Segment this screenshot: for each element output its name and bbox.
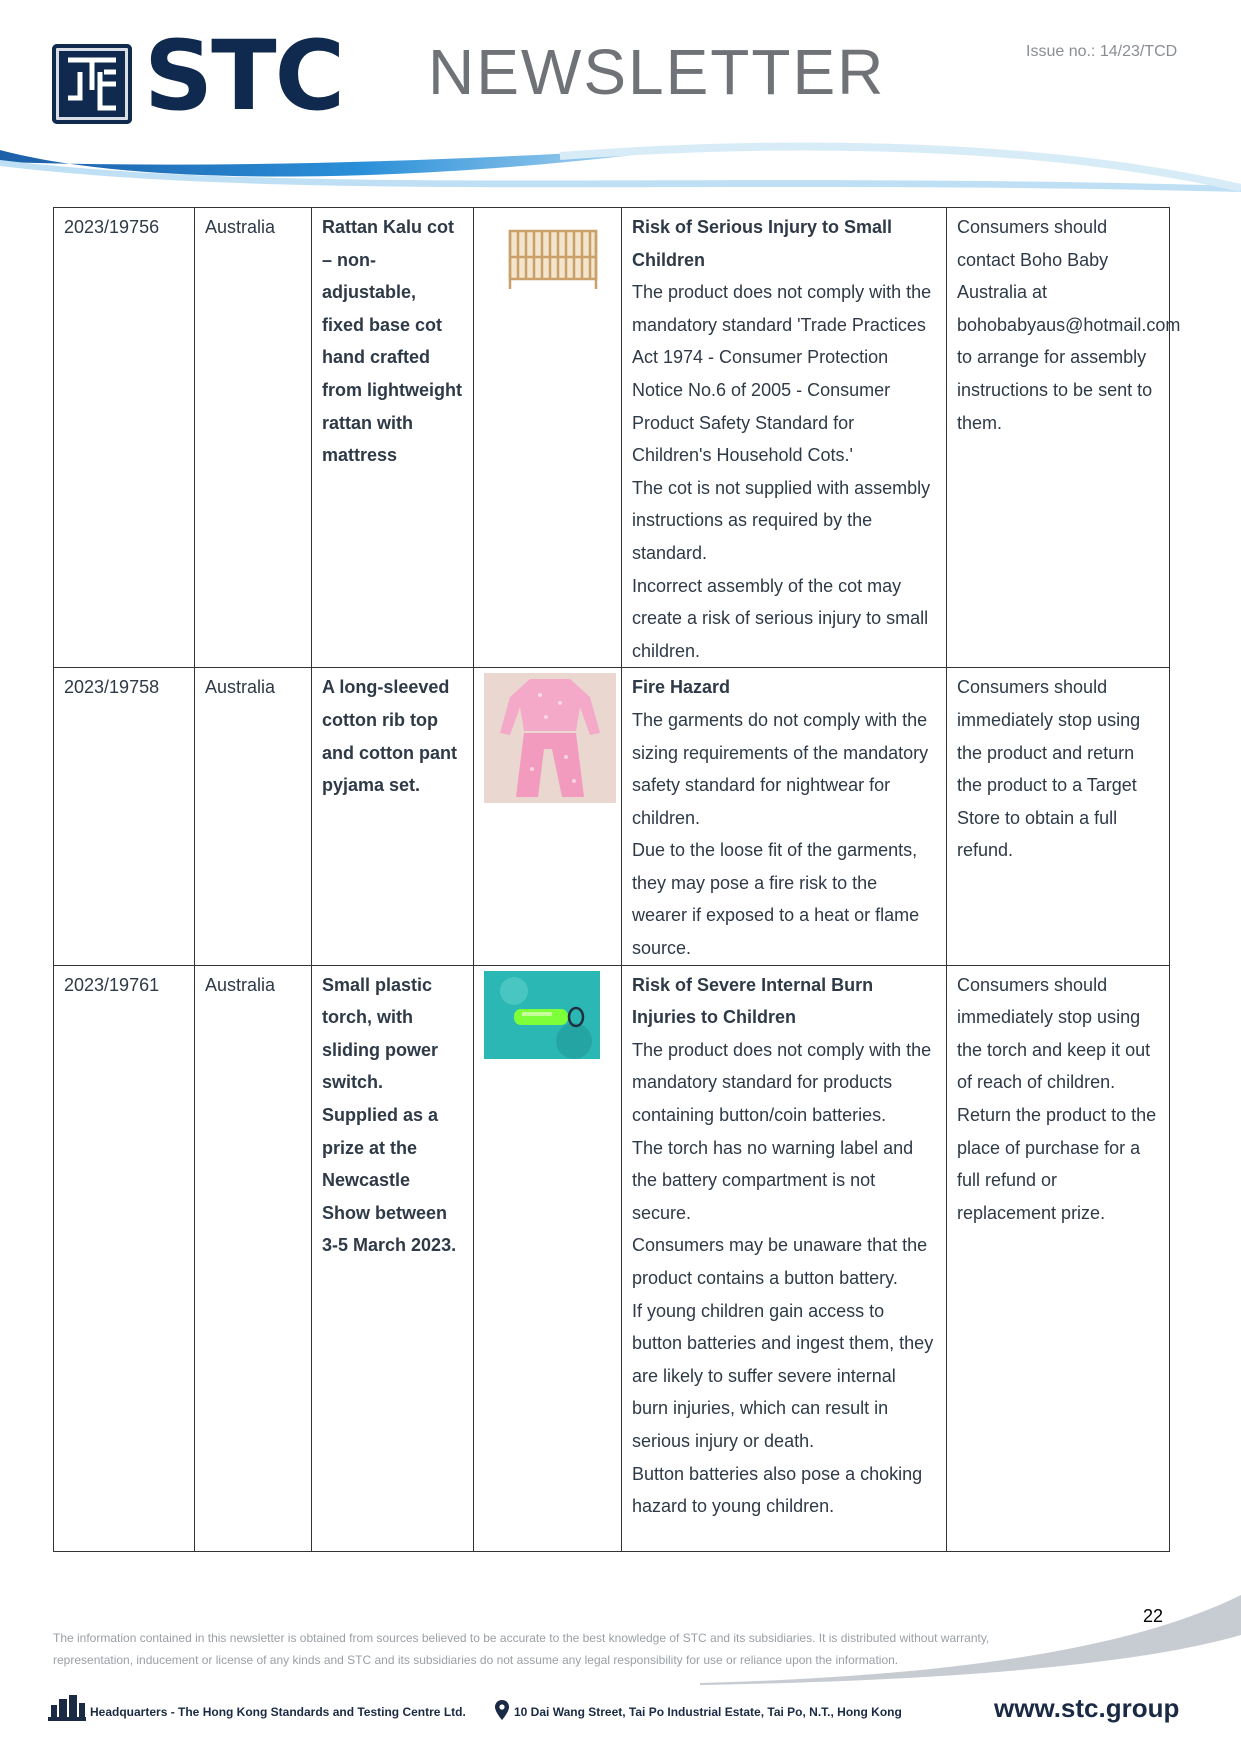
product-description: Small plastic torch, with sliding power switch. Supplied as a prize at the Newcastle Show between 3-5 March 2023. — [312, 965, 474, 1551]
hazard-cell — [622, 965, 947, 1551]
hazard-paragraph: The cot is not supplied with assembly instructions as required by the standard. — [632, 477, 931, 563]
headquarters-label: Headquarters - The Hong Kong Standards and Testing Centre Ltd. — [90, 1705, 466, 1719]
recommended-action: Consumers should contact Boho Baby Australia at bohobabyaus@hotmail.com to arrange for assembly instructions to be sent to them. — [947, 208, 1170, 668]
hazard-paragraph: Due to the loose fit of the garments, they may pose a fire risk to the wearer if exposed to a heat or flame source. — [632, 840, 920, 959]
hazard-title: Risk of Serious Injury to Small Children — [632, 217, 893, 270]
country: Australia — [195, 668, 312, 965]
recall-table — [53, 207, 1181, 1552]
product-image-cell — [474, 965, 622, 1551]
issue-number: Issue no.: 14/23/TCD — [1026, 43, 1178, 60]
hazard-paragraph: Button batteries also pose a choking hazard to young children. — [632, 1463, 923, 1517]
table-row — [54, 668, 1170, 965]
green-torch-image — [484, 971, 600, 1059]
building-icon — [48, 1695, 86, 1721]
country: Australia — [195, 208, 312, 668]
reference-number: 2023/19756 — [54, 208, 195, 668]
product-image-cell — [474, 208, 622, 668]
table-row — [54, 965, 1170, 1551]
website-link[interactable]: www.stc.group — [994, 1693, 1180, 1723]
hazard-cell — [622, 668, 947, 965]
hazard-title: Fire Hazard — [632, 677, 731, 698]
location-pin-icon — [495, 1700, 509, 1720]
product-description: A long-sleeved cotton rib top and cotton pant pyjama set. — [312, 668, 474, 965]
hazard-paragraph: If young children gain access to button batteries and ingest them, they are likely to suffer severe internal burn injuries, which can result in serious injury or death. — [632, 1300, 934, 1451]
product-image-cell — [474, 668, 622, 965]
reference-number: 2023/19761 — [54, 965, 195, 1551]
hazard-paragraph: The torch has no warning label and the battery compartment is not secure. — [632, 1137, 914, 1223]
hazard-paragraph: The product does not comply with the mandatory standard for products containing button/coin batteries. — [632, 1039, 932, 1126]
stc-logo-mark — [52, 44, 132, 124]
logo-wordmark: STC — [144, 20, 344, 132]
footer-bar — [48, 1693, 1198, 1723]
disclaimer: The information contained in this newsletter is obtained from sources believed to be accurate to the best knowledge of STC and its subsidiaries. It is distributed without warranty, representation, inducement or license of any kinds and STC and its subsidiaries do not assume any legal responsibility for use or reliance upon the information. — [53, 1631, 990, 1667]
country: Australia — [195, 965, 312, 1551]
recommended-action: Consumers should immediately stop using the torch and keep it out of reach of children. Return the product to the place of purchase for a full refund or replacement prize. — [947, 965, 1170, 1551]
page-number: 22 — [1143, 1606, 1164, 1626]
reference-number: 2023/19758 — [54, 668, 195, 965]
hazard-paragraph: The product does not comply with the mandatory standard 'Trade Practices Act 1974 - Consumer Protection Notice No.6 of 2005 - Consumer Product Safety Standard for Children's Household Cots.' — [632, 282, 932, 466]
hazard-cell — [622, 208, 947, 668]
hazard-paragraph: Incorrect assembly of the cot may create a risk of serious injury to small children. — [632, 575, 929, 661]
publication-title: NEWSLETTER — [428, 36, 886, 108]
stc-logo — [52, 20, 352, 132]
hazard-paragraph: Consumers may be unaware that the product contains a button battery. — [632, 1235, 928, 1288]
product-description: Rattan Kalu cot – non-adjustable, fixed base cot hand crafted from lightweight rattan with mattress — [312, 208, 474, 668]
rattan-cot-image — [498, 213, 608, 299]
table-row — [54, 208, 1170, 668]
address: 10 Dai Wang Street, Tai Po Industrial Estate, Tai Po, N.T., Hong Kong — [514, 1705, 902, 1719]
hazard-paragraph: The garments do not comply with the sizing requirements of the mandatory safety standard for nightwear for children. — [632, 709, 929, 828]
hazard-title: Risk of Severe Internal Burn Injuries to Children — [632, 974, 874, 1028]
recommended-action: Consumers should immediately stop using the product and return the product to a Target Store to obtain a full refund. — [947, 668, 1170, 965]
pink-pyjama-image — [484, 673, 616, 803]
header-swoosh — [0, 140, 1241, 210]
